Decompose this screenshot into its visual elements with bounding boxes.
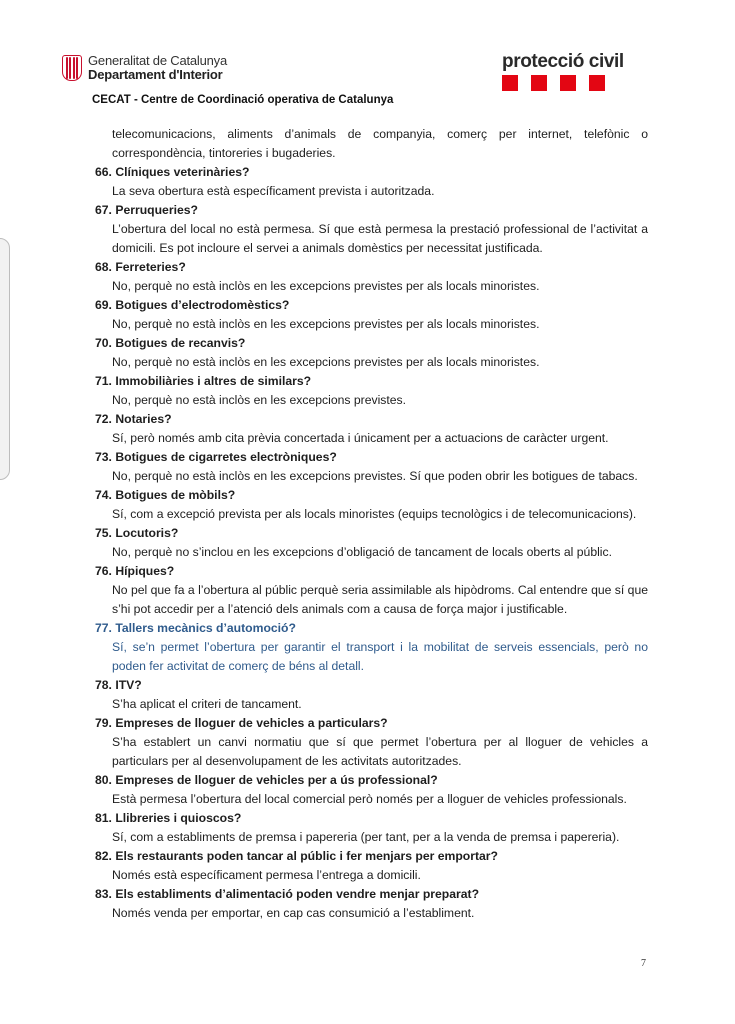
answer: Està permesa l’obertura del local comercial però només per a lloguer de vehicles professionals. [112, 792, 627, 806]
brand-squares-icon [502, 75, 624, 91]
answer: No, perquè no està inclòs en les excepcions previstes. [112, 393, 407, 407]
faq-item-70 [95, 334, 648, 372]
question: 76. Hípiques? [95, 564, 175, 578]
faq-item-71 [95, 372, 648, 410]
question: 78. ITV? [95, 678, 142, 692]
faq-item-72 [95, 410, 648, 448]
question: 77. Tallers mecànics d’automoció? [95, 621, 296, 635]
gencat-logo [62, 54, 227, 82]
proteccio-civil-logo [502, 52, 624, 91]
faq-item-67 [95, 201, 648, 258]
question: 68. Ferreteries? [95, 260, 186, 274]
answer: S’ha aplicat el criteri de tancament. [112, 697, 302, 711]
answer: Sí, com a establiments de premsa i papereria (per tant, per a la venda de premsa i papereria). [112, 830, 620, 844]
faq-item-79 [95, 714, 648, 771]
answer: No, perquè no està inclòs en les excepcions previstes per als locals minoristes. [112, 355, 540, 369]
faq-content [95, 125, 648, 923]
question: 71. Immobiliàries i altres de similars? [95, 374, 312, 388]
question: 66. Clíniques veterinàries? [95, 165, 250, 179]
faq-item-83 [95, 885, 648, 923]
answer: Sí, se’n permet l’obertura per garantir el transport i la mobilitat de serveis essencials, però no poden fer activitat de comerç de béns al detall. [112, 640, 648, 673]
question: 80. Empreses de lloguer de vehicles per a ús professional? [95, 773, 438, 787]
gencat-name: Generalitat de Catalunya [88, 53, 228, 68]
answer: L’obertura del local no està permesa. Sí que està permesa la prestació professional de l’activitat a domicili. Es pot incloure el servei a animals domèstics per necessitat justificada. [112, 222, 648, 255]
answer: Sí, com a excepció prevista per als locals minoristes (equips tecnològics i de telecomunicacions). [112, 507, 637, 521]
question: 73. Botigues de cigarretes electròniques? [95, 450, 337, 464]
faq-item-73 [95, 448, 648, 486]
question: 70. Botigues de recanvis? [95, 336, 246, 350]
answer: Només venda per emportar, en cap cas consumició a l’establiment. [112, 906, 475, 920]
question: 82. Els restaurants poden tancar al públic i fer menjars per emportar? [95, 849, 498, 863]
faq-item-75 [95, 524, 648, 562]
answer: La seva obertura està específicament prevista i autoritzada. [112, 184, 435, 198]
faq-item-77-highlighted [95, 619, 648, 676]
document-subtitle: CECAT - Centre de Coordinació operativa de Catalunya [92, 94, 394, 106]
faq-item-80 [95, 771, 648, 809]
brand-text: protecció civil [502, 51, 624, 72]
faq-item-78 [95, 676, 648, 714]
side-panel-handle[interactable] [0, 238, 10, 480]
answer: No, perquè no està inclòs en les excepcions previstes per als locals minoristes. [112, 279, 540, 293]
continuation-text: telecomunicacions, aliments d’animals de companyia, comerç per internet, telefònic o correspondència, tintoreries i bugaderies. [112, 127, 648, 160]
faq-item-81 [95, 809, 648, 847]
faq-item-69 [95, 296, 648, 334]
answer: Sí, però només amb cita prèvia concertada i únicament per a actuacions de caràcter urgent. [112, 431, 609, 445]
answer: No, perquè no està inclòs en les excepcions previstes. Sí que poden obrir les botigues de tabacs. [112, 469, 638, 483]
question: 69. Botigues d’electrodomèstics? [95, 298, 290, 312]
question: 74. Botigues de mòbils? [95, 488, 236, 502]
question: 81. Llibreries i quioscos? [95, 811, 242, 825]
department-name: Departament d'Interior [88, 67, 223, 82]
answer: S’ha establert un canvi normatiu que sí que permet l’obertura per al lloguer de vehicles a particulars per al desenvolupament de les activitats autoritzades. [112, 735, 648, 768]
question: 72. Notaries? [95, 412, 172, 426]
answer: No, perquè no s’inclou en les excepcions d’obligació de tancament de locals oberts al públic. [112, 545, 612, 559]
faq-item-82 [95, 847, 648, 885]
question: 67. Perruqueries? [95, 203, 198, 217]
answer: No pel que fa a l’obertura al públic perquè seria assimilable als hipòdroms. Cal entendre que sí que s’hi pot accedir per a l’atenció dels animals com a causa de força major i justificable. [112, 583, 648, 616]
faq-item-74 [95, 486, 648, 524]
faq-item-76 [95, 562, 648, 619]
faq-item-66 [95, 163, 648, 201]
faq-item-68 [95, 258, 648, 296]
answer: Només està específicament permesa l’entrega a domicili. [112, 868, 421, 882]
page-number: 7 [641, 958, 646, 969]
question: 79. Empreses de lloguer de vehicles a particulars? [95, 716, 388, 730]
catalan-shield-icon [62, 55, 82, 81]
question: 83. Els establiments d’alimentació poden vendre menjar preparat? [95, 887, 480, 901]
question: 75. Locutoris? [95, 526, 179, 540]
answer: No, perquè no està inclòs en les excepcions previstes per als locals minoristes. [112, 317, 540, 331]
